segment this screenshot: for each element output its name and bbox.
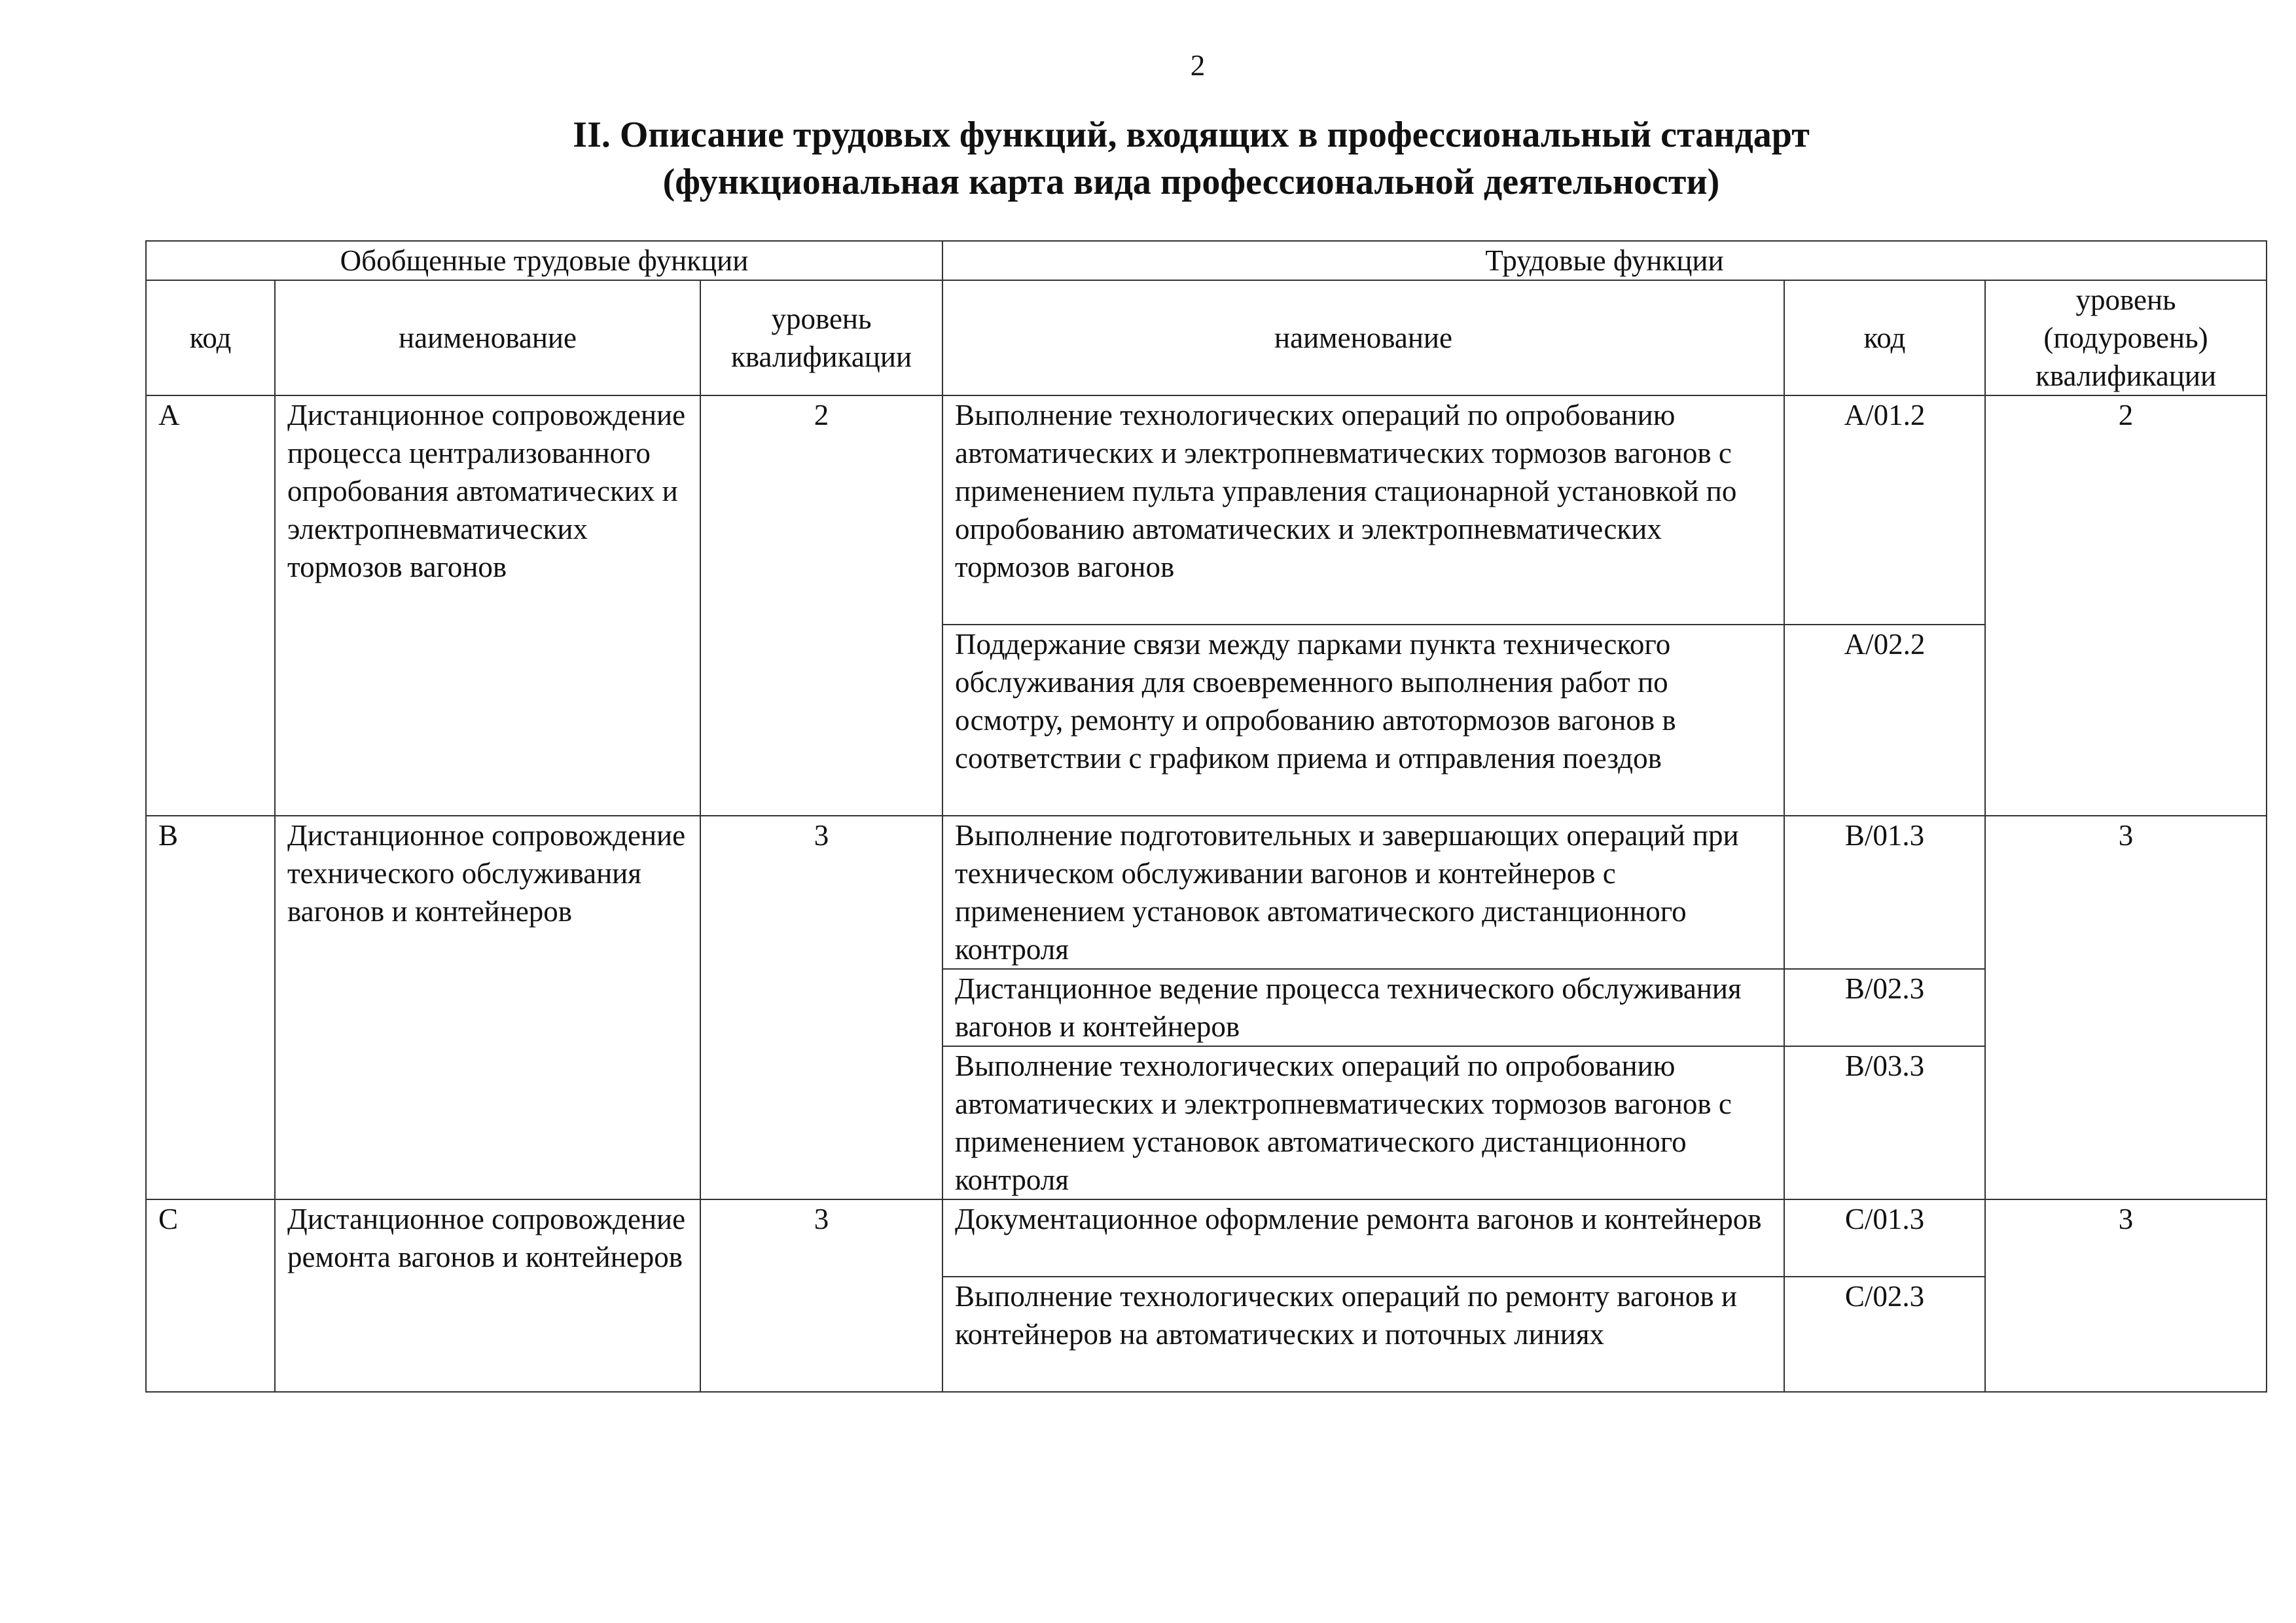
function-name: Дистанционное ведение процесса технического обслуживания вагонов и контейнеров (942, 969, 1784, 1046)
column-header-row (146, 280, 2267, 395)
labor-functions-header: Трудовые функции (942, 241, 2267, 280)
group-name: Дистанционное сопровождение процесса централизованного опробования автоматических и электропневматических тормозов вагонов (275, 395, 700, 816)
table-row (146, 816, 2267, 969)
group-level: 3 (700, 816, 942, 1199)
group-level: 2 (700, 395, 942, 816)
group-header-row (146, 241, 2267, 280)
function-code: B/03.3 (1784, 1046, 1985, 1199)
gen-level-header: уровень квалификации (700, 280, 942, 395)
function-code: B/02.3 (1784, 969, 1985, 1046)
generalized-functions-header: Обобщенные трудовые функции (146, 241, 942, 280)
function-code: A/01.2 (1784, 395, 1985, 625)
function-name: Поддержание связи между парками пункта технического обслуживания для своевременного выполнения работ по осмотру, ремонту и опробованию автотормозов вагонов в соответствии с графиком приема и отправления поездов (942, 625, 1784, 816)
section-title-line-2: (функциональная карта вида профессиональной деятельности) (662, 162, 1720, 202)
functional-map-table (145, 240, 2267, 1393)
tf-name-header: наименование (942, 280, 1784, 395)
gen-name-header: наименование (275, 280, 700, 395)
group-name: Дистанционное сопровождение технического обслуживания вагонов и контейнеров (275, 816, 700, 1199)
group-code: C (146, 1199, 275, 1392)
function-code: C/02.3 (1784, 1277, 1985, 1392)
table-row (146, 395, 2267, 625)
table-row (146, 1199, 2267, 1277)
group-level: 3 (700, 1199, 942, 1392)
function-name: Выполнение подготовительных и завершающих операций при техническом обслуживании вагонов и контейнеров с применением установок автоматического дистанционного контроля (942, 816, 1784, 969)
group-name: Дистанционное сопровождение ремонта вагонов и контейнеров (275, 1199, 700, 1392)
function-level: 3 (1985, 816, 2267, 1199)
function-name: Выполнение технологических операций по опробованию автоматических и электропневматических тормозов вагонов с применением установок автоматического дистанционного контроля (942, 1046, 1784, 1199)
group-code: B (146, 816, 275, 1199)
function-level: 2 (1985, 395, 2267, 816)
section-title (0, 111, 2296, 206)
tf-code-header: код (1784, 280, 1985, 395)
function-name: Документационное оформление ремонта вагонов и контейнеров (942, 1199, 1784, 1277)
section-title-line-1: II. Описание трудовых функций, входящих в профессиональный стандарт (573, 115, 1810, 155)
page-number: 2 (1190, 49, 1206, 82)
function-code: C/01.3 (1784, 1199, 1985, 1277)
function-code: A/02.2 (1784, 625, 1985, 816)
tf-level-header: уровень (подуровень) квалификации (1985, 280, 2267, 395)
gen-code-header: код (146, 280, 275, 395)
group-code: A (146, 395, 275, 816)
function-code: B/01.3 (1784, 816, 1985, 969)
function-name: Выполнение технологических операций по опробованию автоматических и электропневматических тормозов вагонов с применением пульта управления стационарной установкой по опробованию автоматических и электропневматических тормозов вагонов (942, 395, 1784, 625)
function-level: 3 (1985, 1199, 2267, 1392)
function-name: Выполнение технологических операций по ремонту вагонов и контейнеров на автоматических и поточных линиях (942, 1277, 1784, 1392)
